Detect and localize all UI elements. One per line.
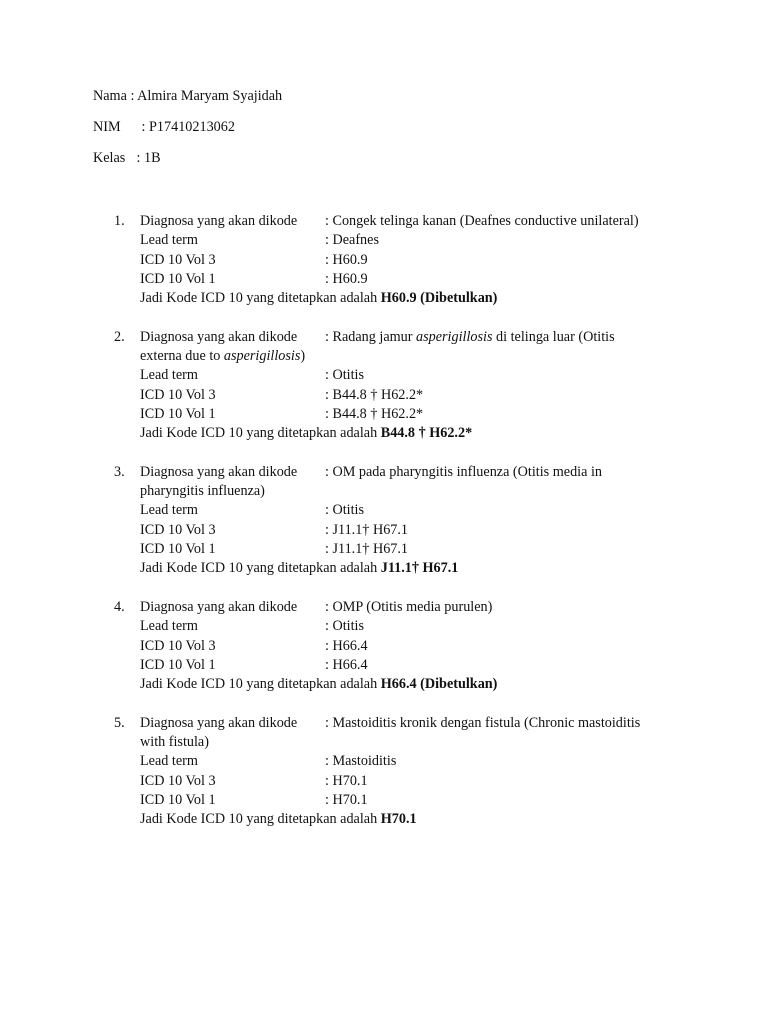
list-item [114, 714, 674, 830]
lead-term-row [140, 231, 674, 250]
diagnosis-value: : OMP (Otitis media purulen) [325, 598, 493, 615]
vol1-row [140, 405, 674, 424]
nama-label: Nama [93, 88, 127, 104]
lead-term-value: : Deafnes [325, 232, 379, 249]
vol3-row [140, 521, 674, 540]
conclusion [140, 810, 674, 829]
lead-term-label: Lead term [140, 232, 198, 249]
conclusion [140, 289, 674, 308]
list-item [114, 598, 674, 694]
conclusion-prefix: Jadi Kode ICD 10 yang ditetapkan adalah [140, 811, 381, 828]
diagnosis-row [140, 463, 674, 482]
conclusion [140, 559, 674, 578]
kelas-row [93, 149, 282, 168]
vol3-label: ICD 10 Vol 3 [140, 772, 216, 789]
diagnosis-value: : OM pada pharyngitis influenza (Otitis media in [325, 463, 602, 480]
diagnosis-continuation: with fistula) [140, 734, 209, 751]
vol3-label: ICD 10 Vol 3 [140, 251, 216, 268]
vol1-value: : H60.9 [325, 270, 368, 287]
vol1-value: : B44.8 † H62.2* [325, 405, 424, 422]
vol1-label: ICD 10 Vol 1 [140, 541, 216, 558]
diagnosis-text: ) [300, 348, 306, 365]
conclusion [140, 424, 674, 443]
vol3-value: : H66.4 [325, 637, 368, 654]
vol1-value: : H66.4 [325, 656, 368, 673]
vol1-label: ICD 10 Vol 1 [140, 270, 216, 287]
lead-term-value: : Otitis [325, 367, 365, 384]
vol3-label: ICD 10 Vol 3 [140, 637, 216, 654]
vol3-value: : H70.1 [325, 772, 368, 789]
list-item [114, 328, 674, 444]
item-number: 1. [114, 213, 125, 229]
vol1-label: ICD 10 Vol 1 [140, 656, 216, 673]
diagnosis-row [140, 598, 674, 617]
diagnosis-label: Diagnosa yang akan dikode [140, 598, 298, 615]
conclusion-prefix: Jadi Kode ICD 10 yang ditetapkan adalah [140, 560, 381, 577]
conclusion-prefix: Jadi Kode ICD 10 yang ditetapkan adalah [140, 425, 381, 442]
conclusion-prefix: Jadi Kode ICD 10 yang ditetapkan adalah [140, 676, 381, 693]
vol1-value: : H70.1 [325, 791, 368, 808]
vol1-row [140, 270, 674, 289]
lead-term-label: Lead term [140, 753, 198, 770]
conclusion-code: H60.9 (Dibetulkan) [380, 290, 498, 307]
lead-term-row [140, 617, 674, 636]
diagnosis-text: externa due to [140, 348, 224, 365]
diagnosis-label: Diagnosa yang akan dikode [140, 463, 298, 480]
diagnosis-value: : Congek telinga kanan (Deafnes conductive unilateral) [325, 213, 639, 229]
conclusion-code: B44.8 † H62.2* [380, 425, 473, 442]
lead-term-row [140, 366, 674, 385]
vol3-value: : B44.8 † H62.2* [325, 386, 424, 403]
diagnosis-row [140, 328, 674, 347]
vol3-label: ICD 10 Vol 3 [140, 521, 216, 538]
diagnosis-italic: asperigillosis [416, 328, 493, 345]
lead-term-label: Lead term [140, 367, 198, 384]
lead-term-label: Lead term [140, 502, 198, 519]
vol1-label: ICD 10 Vol 1 [140, 405, 216, 422]
lead-term-row [140, 501, 674, 520]
vol3-row [140, 637, 674, 656]
vol1-row [140, 656, 674, 675]
diagnosis-text: : Radang jamur [325, 328, 417, 345]
diagnosis-italic: asperigillosis [223, 348, 301, 365]
conclusion-code: J11.1† H67.1 [380, 560, 459, 577]
vol1-row [140, 540, 674, 559]
conclusion [140, 675, 674, 694]
list-item [114, 463, 674, 579]
lead-term-value: : Mastoiditis [325, 753, 397, 770]
vol3-row [140, 386, 674, 405]
diagnosis-row [140, 714, 674, 733]
conclusion-code: H66.4 (Dibetulkan) [380, 676, 498, 693]
lead-term-value: : Otitis [325, 502, 365, 519]
kelas-value: : 1B [136, 149, 161, 166]
vol3-row [140, 251, 674, 270]
vol1-label: ICD 10 Vol 1 [140, 791, 216, 808]
diagnosis-label: Diagnosa yang akan dikode [140, 213, 298, 229]
vol3-row [140, 772, 674, 791]
conclusion-prefix: Jadi Kode ICD 10 yang ditetapkan adalah [140, 290, 381, 307]
vol3-value: : J11.1† H67.1 [325, 521, 409, 538]
diagnosis-value: : Mastoiditis kronik dengan fistula (Chronic mastoiditis [325, 714, 641, 731]
student-info [93, 87, 282, 179]
vol1-value: : J11.1† H67.1 [325, 541, 409, 558]
conclusion-code: H70.1 [380, 811, 417, 828]
diagnosis-label: Diagnosa yang akan dikode [140, 328, 298, 345]
diagnosis-row [140, 212, 674, 231]
lead-term-value: : Otitis [325, 618, 365, 635]
nim-value: : P17410213062 [141, 118, 235, 135]
item-number: 5. [114, 714, 125, 731]
nama-value: : Almira Maryam Syajidah [130, 88, 283, 104]
nama-row [93, 87, 282, 106]
lead-term-label: Lead term [140, 618, 198, 635]
vol3-label: ICD 10 Vol 3 [140, 386, 216, 403]
kelas-label: Kelas [93, 149, 126, 166]
item-number: 3. [114, 463, 125, 480]
diagnosis-continuation [140, 347, 674, 366]
diagnosis-label: Diagnosa yang akan dikode [140, 714, 298, 731]
nim-label: NIM [93, 118, 121, 135]
diagnosis-continuation: pharyngitis influenza) [140, 483, 265, 500]
item-number: 2. [114, 328, 125, 345]
vol1-row [140, 791, 674, 810]
list-item [114, 212, 674, 308]
diagnosis-list [114, 212, 674, 849]
diagnosis-value [325, 328, 674, 347]
diagnosis-text: di telinga luar (Otitis [492, 328, 615, 345]
nim-row [93, 118, 282, 137]
vol3-value: : H60.9 [325, 251, 368, 268]
item-number: 4. [114, 598, 125, 615]
lead-term-row [140, 752, 674, 771]
